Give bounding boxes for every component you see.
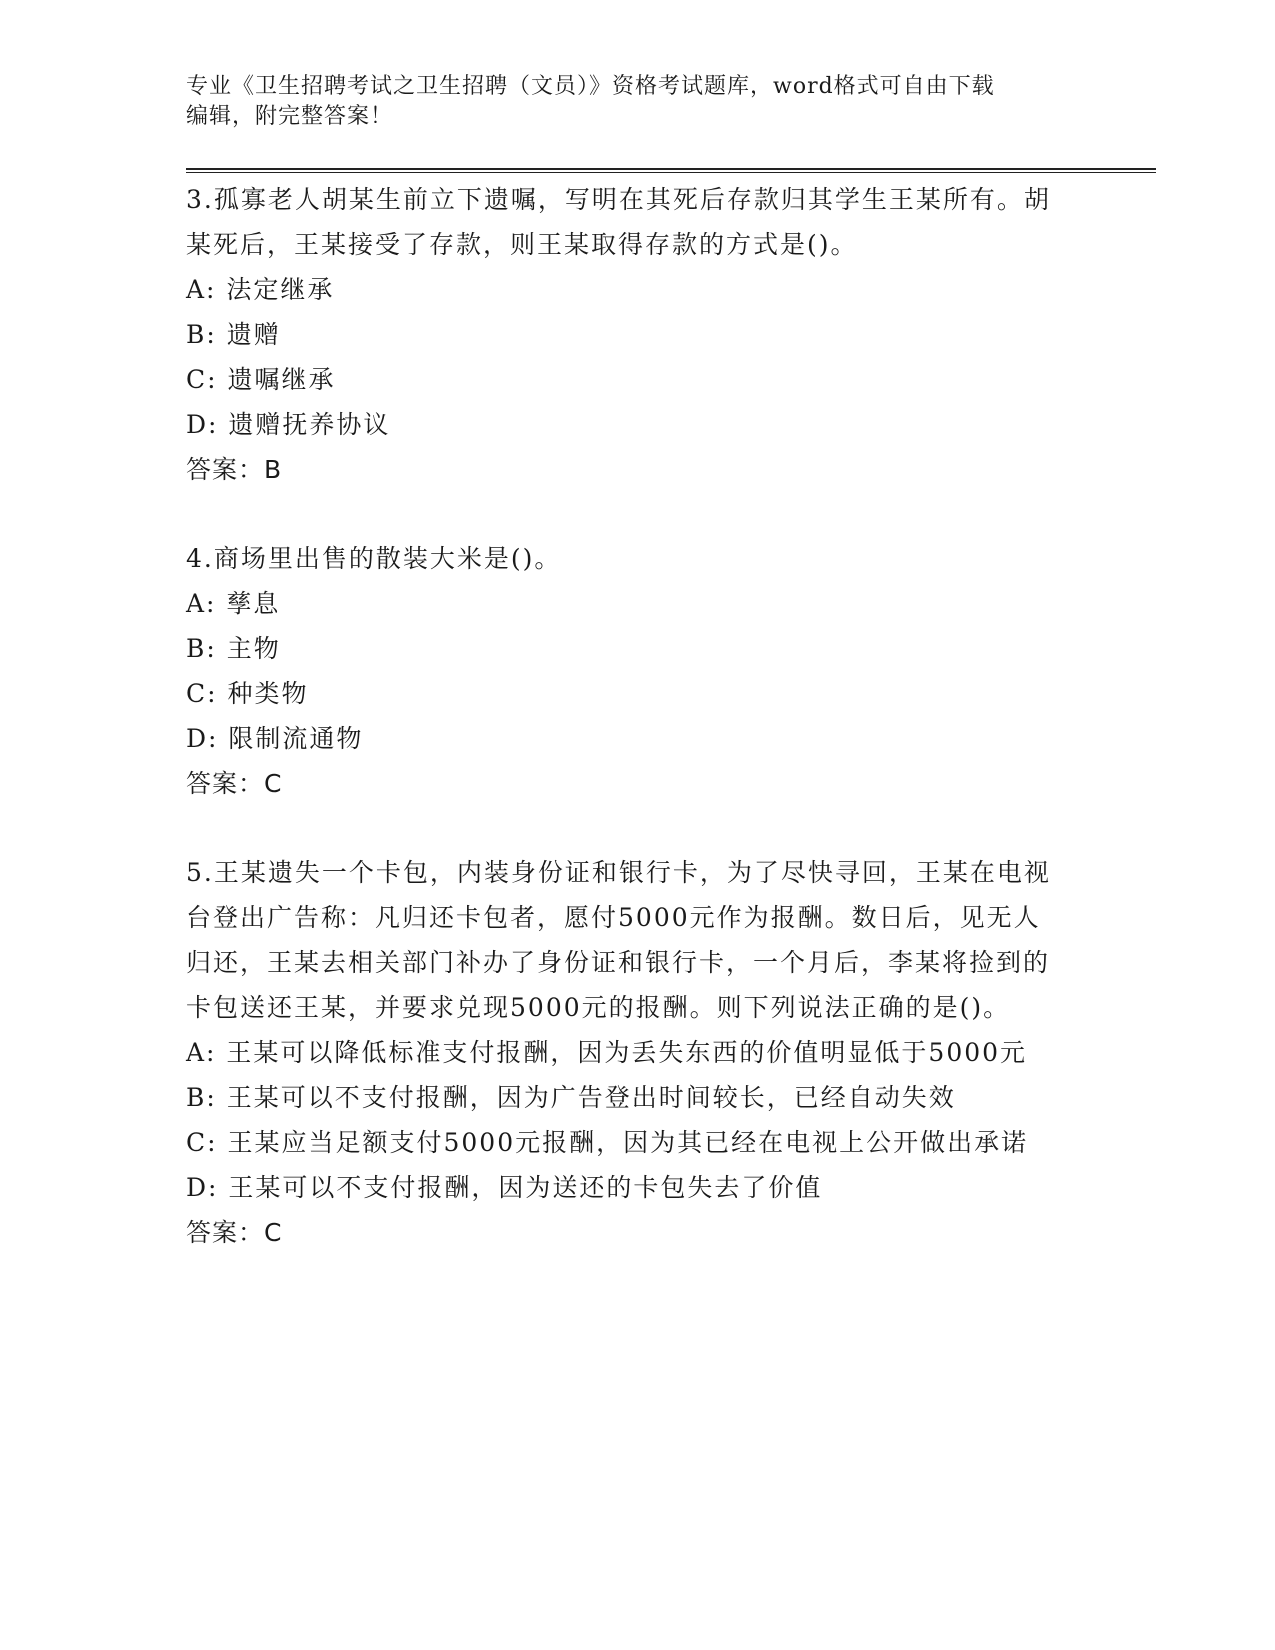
question-text: 3.孤寡老人胡某生前立下遗嘱，写明在其死后存款归其学生王某所有。胡某死后，王某接受了存款，则王某取得存款的方式是()。 — [186, 185, 1051, 259]
answer: 答案：B — [186, 455, 283, 484]
question-3 — [186, 177, 1156, 492]
option-a: A: 孳息 — [186, 589, 281, 618]
header-line-2: 编辑，附完整答案！ — [186, 104, 394, 129]
answer: 答案：C — [186, 769, 283, 798]
question-text: 5.王某遗失一个卡包，内装身份证和银行卡，为了尽快寻回，王某在电视台登出广告称：凡归还卡包者，愿付5000元作为报酬。数日后，见无人归还，王某去相关部门补办了身份证和银行卡，一个月后，李某将捡到的卡包送还王某，并要求兑现5000元的报酬。则下列说法正确的是()。 — [186, 858, 1051, 1022]
document-header — [186, 72, 1066, 132]
option-d: D: 限制流通物 — [186, 724, 364, 753]
option-c: C: 种类物 — [186, 679, 309, 708]
option-c: C: 王某应当足额支付5000元报酬，因为其已经在电视上公开做出承诺 — [186, 1128, 1029, 1157]
option-b: B: 主物 — [186, 634, 281, 663]
option-b: B: 遗赠 — [186, 320, 281, 349]
option-a: A: 法定继承 — [186, 275, 335, 304]
question-5 — [186, 850, 1156, 1255]
document-page — [186, 72, 1156, 1299]
question-text: 4.商场里出售的散装大米是()。 — [186, 544, 562, 573]
option-c: C: 遗嘱继承 — [186, 365, 336, 394]
option-d: D: 遗赠抚养协议 — [186, 410, 391, 439]
header-divider — [186, 168, 1156, 173]
answer: 答案：C — [186, 1218, 283, 1247]
header-line-1: 专业《卫生招聘考试之卫生招聘（文员）》资格考试题库，word格式可自由下载 — [186, 74, 995, 99]
option-d: D: 王某可以不支付报酬，因为送还的卡包失去了价值 — [186, 1173, 823, 1202]
option-a: A: 王某可以降低标准支付报酬，因为丢失东西的价值明显低于5000元 — [186, 1038, 1028, 1067]
option-b: B: 王某可以不支付报酬，因为广告登出时间较长，已经自动失效 — [186, 1083, 956, 1112]
question-4 — [186, 536, 1156, 806]
